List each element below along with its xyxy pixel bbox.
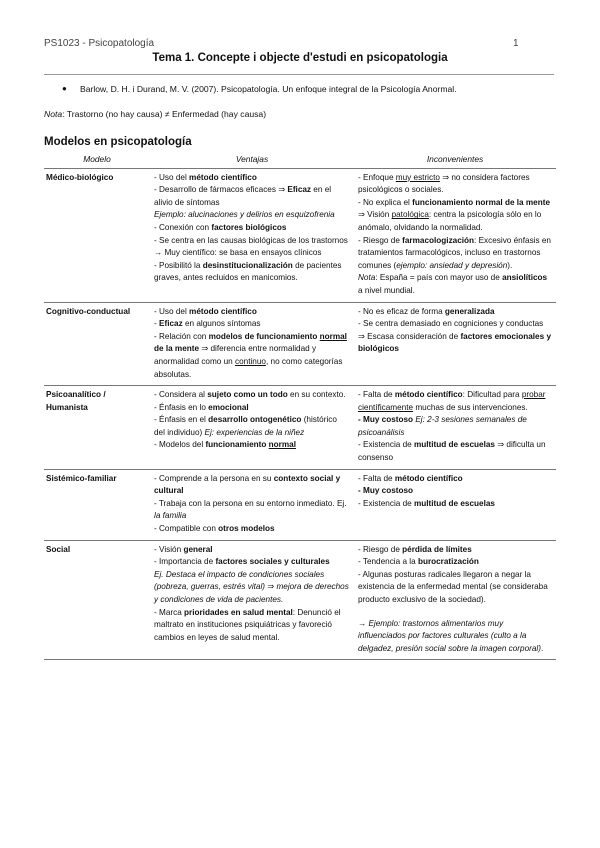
header-ventajas: Ventajas — [150, 152, 354, 168]
ventajas-cell — [150, 386, 354, 470]
inconvenientes-cell — [354, 540, 556, 660]
inconvenientes-cell — [354, 302, 556, 386]
list-item: - Muy costoso Ej: 2-3 sesiones semanales de psicoanálisis — [358, 415, 527, 437]
list-item: - Tendencia a la burocratización — [358, 557, 479, 567]
ventajas-cell — [150, 168, 354, 302]
list-item: - Relación con modelos de funcionamiento normal de la mente ⇒ diferencia entre normalidad y anormalidad como un continuo, no como categorías absolutas. — [154, 331, 347, 379]
list-item: - Existencia de multitud de escuelas — [358, 498, 495, 508]
list-item: - Falta de método científico — [358, 473, 463, 483]
document-title: Tema 1. Concepte i objecte d'estudi en psicopatologia — [152, 52, 448, 64]
list-item: - Modelos del funcionamiento normal — [154, 440, 296, 450]
list-item: - Riesgo de farmacologización: Excesivo énfasis en tratamientos farmacológicos, incluso en trastornos comunes (ejemplo: ansiedad y depresión). — [358, 235, 551, 270]
ventajas-cell — [150, 469, 354, 540]
model-name: Cognitivo-conductual — [44, 302, 150, 386]
table-row-social — [44, 540, 556, 660]
list-item: - Existencia de multitud de escuelas ⇒ dificulta un consenso — [358, 440, 546, 463]
table-row-cognitivo — [44, 302, 556, 386]
ventajas-cell — [150, 302, 354, 386]
bullet-icon: ● — [62, 84, 67, 93]
list-item: - Visión general — [154, 544, 213, 554]
list-item: - Conexión con factores biológicos — [154, 222, 287, 232]
note-item: Nota: España = país con mayor uso de ansiolíticos a nivel mundial. — [358, 273, 548, 295]
list-item: - Falta de método científico: Dificultad para probar científicamente muchas de sus intervenciones. — [358, 390, 546, 412]
example-text: → Ejemplo: trastornos alimentarios muy influenciados por factores culturales (culto a la delgadez, presión social sobre la imagen corporal). — [358, 618, 544, 653]
note-text: : Trastorno (no hay causa) ≠ Enfermedad (hay causa) — [62, 109, 267, 119]
example-text: Ej. Destaca el impacto de condiciones sociales (pobreza, guerras, estrés vital) ⇒ mejora de derechos y condiciones de vida de pacientes. — [154, 569, 349, 604]
list-item: - Se centra demasiado en cogniciones y conductas ⇒ Escasa consideración de factores emocionales y biológicos — [358, 319, 551, 354]
inconvenientes-cell — [354, 469, 556, 540]
title-divider — [44, 74, 554, 75]
list-item: - Compatible con otros modelos — [154, 524, 275, 534]
list-item: - Uso del método científico — [154, 172, 257, 182]
list-item: - Considera al sujeto como un todo en su contexto. — [154, 390, 346, 400]
page-number: 1 — [513, 38, 519, 49]
ventajas-cell — [150, 540, 354, 660]
list-item: - Énfasis en lo emocional — [154, 402, 249, 412]
inconvenientes-cell — [354, 386, 556, 470]
header-inconvenientes: Inconvenientes — [354, 152, 556, 168]
list-item: - No explica el funcionamiento normal de la mente ⇒ Visión patológica: centra la psicología sólo en lo anómalo, olvidando la normalidad. — [358, 197, 551, 232]
note-label: Nota — [44, 109, 63, 119]
list-item: - Comprende a la persona en su contexto social y cultural — [154, 473, 341, 496]
table-row-sistemico — [44, 469, 556, 540]
header-modelo: Modelo — [44, 152, 150, 168]
example-text: Ejemplo: alucinaciones y delirios en esquizofrenia — [154, 210, 335, 220]
list-item: - Trabaja con la persona en su entorno inmediato. Ej. la familia — [154, 498, 347, 521]
list-item: - Posibilitó la desinstitucionalización de pacientes graves, antes recluidos en manicomios. — [154, 260, 342, 283]
table-row-medico — [44, 168, 556, 302]
list-item: - Marca prioridades en salud mental: Denunció el maltrato en instituciones psiquiátricas y favoreció cambios en leyes de salud mental. — [154, 607, 341, 642]
model-name: Sistémico-familiar — [44, 469, 150, 540]
list-item: - Algunas posturas radicales llegaron a negar la existencia de la enfermedad mental (se consideraba producto exclusivo de la sociedad). — [358, 569, 548, 604]
list-item: - Muy costoso — [358, 486, 414, 496]
list-item: - Desarrollo de fármacos eficaces ⇒ Eficaz en el alivio de síntomas — [154, 185, 332, 207]
list-item: - Eficaz en algunos síntomas — [154, 319, 261, 329]
list-item: - Riesgo de pérdida de límites — [358, 544, 472, 554]
model-name: Social — [44, 540, 150, 660]
table-header-row — [44, 152, 556, 168]
reference-text: Barlow, D. H. i Durand, M. V. (2007). Psicopatología. Un enfoque integral de la Psicología Anormal. — [80, 84, 457, 94]
model-name: Psicoanalítico / Humanista — [44, 386, 150, 470]
table-row-psicoanalitico — [44, 386, 556, 470]
header-course: PS1023 - Psicopatología — [44, 38, 155, 49]
list-item: - No es eficaz de forma generalizada — [358, 306, 495, 316]
list-item: - Importancia de factores sociales y culturales — [154, 557, 330, 567]
inconvenientes-cell — [354, 168, 556, 302]
list-item: - Enfoque muy estricto ⇒ no considera factores psicológicos o sociales. — [358, 172, 530, 195]
list-item: - Énfasis en el desarrollo ontogenético (histórico del individuo) Ej: experiencias de la niñez — [154, 415, 337, 437]
model-name: Médico-biológico — [44, 168, 150, 302]
list-item: - Uso del método científico — [154, 306, 257, 316]
list-item: - Se centra en las causas biológicas de los trastornos → Muy científico: se basa en ensayos clínicos — [154, 235, 348, 258]
section-title: Modelos en psicopatología — [44, 136, 192, 148]
note-line — [44, 109, 266, 119]
models-table — [44, 152, 556, 660]
